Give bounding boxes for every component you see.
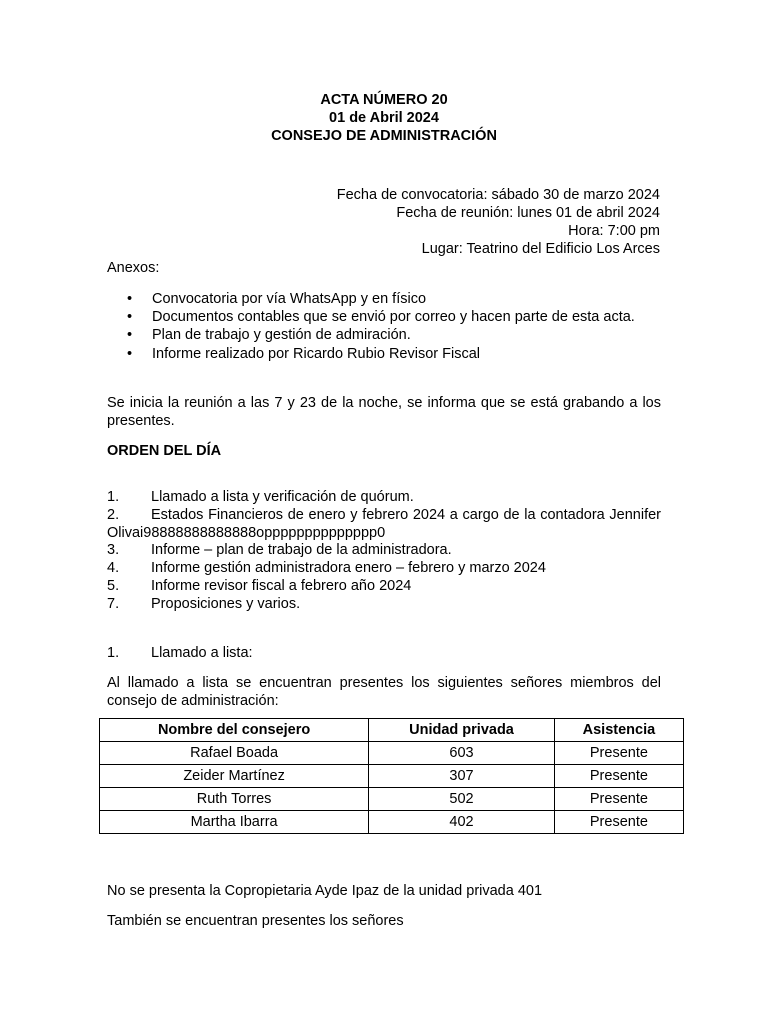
agenda-list bbox=[107, 489, 661, 614]
cell-name: Martha Ibarra bbox=[100, 811, 369, 834]
agenda-item bbox=[107, 596, 661, 614]
agenda-text: Llamado a lista y verificación de quórum. bbox=[151, 489, 414, 505]
section-heading bbox=[107, 644, 253, 662]
bullet-icon: • bbox=[127, 345, 133, 362]
anexo-item bbox=[107, 345, 635, 363]
agenda-number: 1. bbox=[107, 489, 120, 505]
table-header-row bbox=[100, 719, 684, 742]
agenda-item bbox=[107, 542, 661, 560]
agenda-number: 4. bbox=[107, 560, 120, 577]
anexo-text: Convocatoria por vía WhatsApp y en físico bbox=[152, 291, 427, 307]
column-header: Unidad privada bbox=[369, 719, 555, 742]
agenda-text: Proposiciones y varios. bbox=[151, 595, 301, 612]
cell-name: Rafael Boada bbox=[100, 742, 369, 765]
bullet-icon: • bbox=[127, 309, 133, 326]
section-title: Llamado a lista: bbox=[151, 645, 253, 661]
table-row bbox=[100, 742, 684, 765]
section-number: 1. bbox=[107, 645, 120, 661]
absence-note: No se presenta la Copropietaria Ayde Ipaz de la unidad privada 401 bbox=[107, 883, 543, 899]
acta-body: CONSEJO DE ADMINISTRACIÓN bbox=[271, 128, 497, 144]
cell-name: Ruth Torres bbox=[100, 788, 369, 811]
cell-unit: 603 bbox=[369, 742, 555, 765]
meeting-place: Lugar: Teatrino del Edificio Los Arces bbox=[421, 241, 660, 257]
anexo-text: Documentos contables que se envió por correo y hacen parte de esta acta. bbox=[152, 309, 635, 326]
anexos-label: Anexos: bbox=[107, 260, 160, 276]
attendance-table bbox=[99, 718, 684, 834]
cell-attendance: Presente bbox=[554, 811, 683, 834]
document-title bbox=[0, 91, 768, 145]
convocatoria-date: Fecha de convocatoria: sábado 30 de marzo 2024 bbox=[336, 187, 660, 203]
column-header: Nombre del consejero bbox=[100, 719, 369, 742]
acta-number: ACTA NÚMERO 20 bbox=[320, 92, 448, 108]
anexo-item bbox=[107, 326, 635, 344]
agenda-item bbox=[107, 507, 661, 543]
intro-paragraph: Se inicia la reunión a las 7 y 23 de la noche, se informa que se está grabando a los presentes. bbox=[107, 395, 661, 429]
orden-del-dia-heading: ORDEN DEL DÍA bbox=[107, 443, 222, 459]
anexo-text: Informe realizado por Ricardo Rubio Revisor Fiscal bbox=[152, 345, 480, 362]
cell-unit: 307 bbox=[369, 765, 555, 788]
cell-unit: 502 bbox=[369, 788, 555, 811]
also-present-note: También se encuentran presentes los señores bbox=[107, 913, 404, 929]
meeting-details bbox=[337, 186, 660, 258]
acta-date: 01 de Abril 2024 bbox=[329, 110, 439, 126]
agenda-item bbox=[107, 489, 661, 507]
table-row bbox=[100, 788, 684, 811]
meeting-time: Hora: 7:00 pm bbox=[568, 223, 660, 239]
cell-attendance: Presente bbox=[554, 765, 683, 788]
bullet-icon: • bbox=[127, 327, 133, 344]
meeting-date: Fecha de reunión: lunes 01 de abril 2024 bbox=[396, 205, 660, 221]
cell-unit: 402 bbox=[369, 811, 555, 834]
agenda-number: 7. bbox=[107, 595, 120, 612]
anexo-item bbox=[107, 290, 635, 308]
cell-name: Zeider Martínez bbox=[100, 765, 369, 788]
anexo-item bbox=[107, 308, 635, 326]
column-header: Asistencia bbox=[554, 719, 683, 742]
agenda-text: Estados Financieros de enero y febrero 2024 a cargo de la contadora Jennifer Olivai98888888888888opppppppppppppp0 bbox=[107, 506, 661, 541]
anexos-list bbox=[107, 290, 635, 363]
table-row bbox=[100, 765, 684, 788]
llamado-paragraph: Al llamado a lista se encuentran presentes los siguientes señores miembros del consejo de administración: bbox=[107, 675, 661, 709]
bullet-icon: • bbox=[127, 291, 133, 307]
cell-attendance: Presente bbox=[554, 788, 683, 811]
anexo-text: Plan de trabajo y gestión de admiración. bbox=[152, 327, 411, 344]
agenda-text: Informe – plan de trabajo de la administradora. bbox=[151, 542, 452, 559]
agenda-number: 5. bbox=[107, 577, 120, 594]
table-row bbox=[100, 811, 684, 834]
agenda-item bbox=[107, 560, 661, 578]
cell-attendance: Presente bbox=[554, 742, 683, 765]
agenda-text: Informe revisor fiscal a febrero año 2024 bbox=[151, 577, 412, 594]
agenda-number: 3. bbox=[107, 542, 120, 559]
agenda-text: Informe gestión administradora enero – febrero y marzo 2024 bbox=[151, 560, 546, 577]
agenda-item bbox=[107, 578, 661, 596]
agenda-number: 2. bbox=[107, 506, 120, 523]
